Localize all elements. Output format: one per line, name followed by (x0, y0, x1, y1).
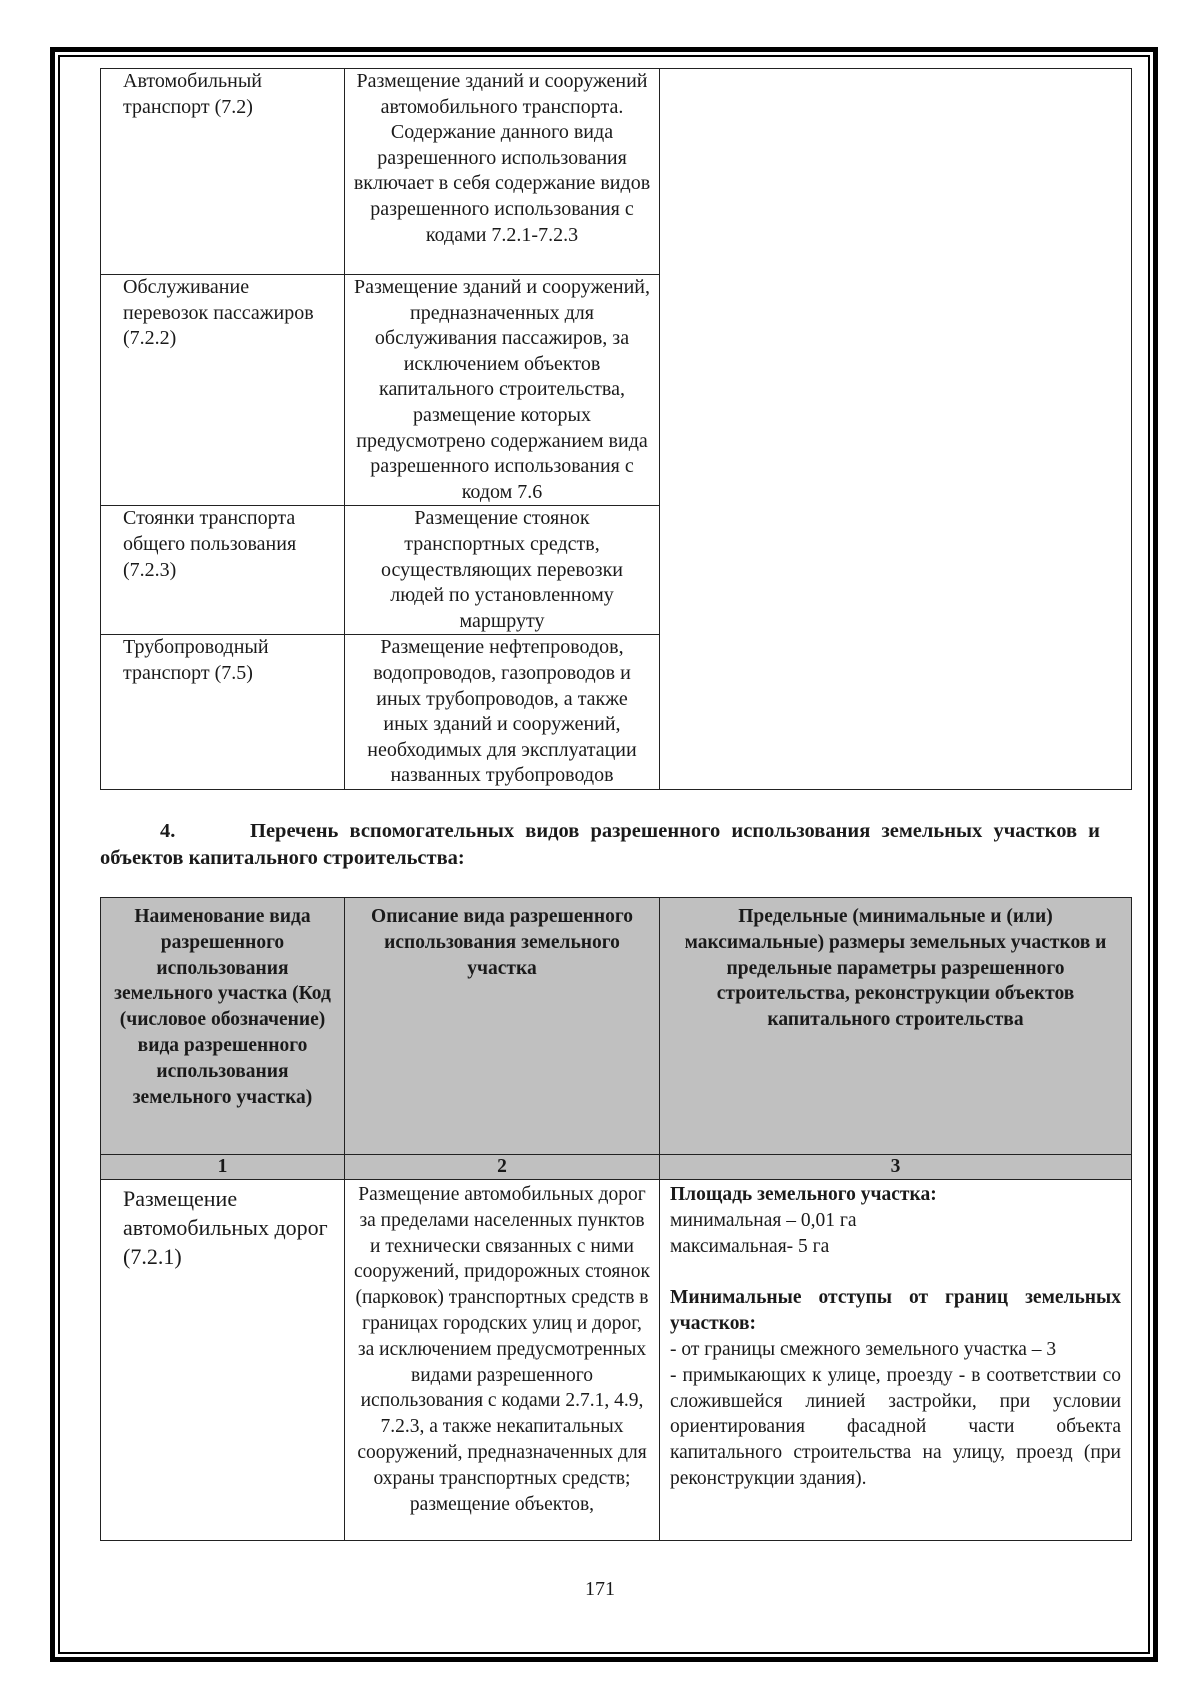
header-use-description: Описание вида разрешенного использования земельного участка (345, 898, 660, 1155)
setback-title: Минимальные отступы от границ земельных участков: (670, 1287, 1121, 1335)
column-number: 2 (345, 1155, 660, 1180)
parameters-cell-empty (660, 69, 1132, 790)
main-uses-table (100, 68, 1132, 790)
table-row (101, 1180, 1132, 1541)
header-use-name: Наименование вида разрешенного использования земельного участка (Код (числовое обозначение) вида разрешенного использования земельного участка) (101, 898, 345, 1155)
spacer (670, 1259, 1121, 1285)
parameters-cell (660, 1180, 1132, 1541)
use-name: Трубопроводный транспорт (7.5) (101, 635, 345, 790)
use-description: Размещение зданий и сооружений автомобильного транспорта. Содержание данного вида разрешенного использования включает в себя содержание видов разрешенного использования с кодами 7.2.1-7.2.3 (345, 69, 660, 275)
column-number: 3 (660, 1155, 1132, 1180)
setback-item: - от границы смежного земельного участка – 3 (670, 1338, 1057, 1360)
use-description: Размещение зданий и сооружений, предназначенных для обслуживания пассажиров, за исключением объектов капитального строительства, размещение которых предусмотрено содержанием вида разрешенного использования с кодом 7.6 (345, 275, 660, 506)
column-numbers-row (101, 1155, 1132, 1180)
use-description: Размещение автомобильных дорог за пределами населенных пунктов и технически связанных с ними сооружений, придорожных стоянок (парковок) транспортных средств в границах городских улиц и дорог, за исключением предусмотренных видами разрешенного использования с кодами 2.7.1, 4.9, 7.2.3, а также некапитальных сооружений, предназначенных для охраны транспортных средств; размещение объектов, (345, 1180, 660, 1541)
header-parameters: Предельные (минимальные и (или) максимальные) размеры земельных участков и предельные параметры разрешенного строительства, реконструкции объектов капитального строительства (660, 898, 1132, 1155)
section-title: Перечень вспомогательных видов разрешенного использования земельных участков и объектов капитального строительства: (100, 820, 1100, 869)
section-heading (100, 818, 1100, 872)
use-name: Обслуживание перевозок пассажиров (7.2.2) (101, 275, 345, 506)
page-number: 171 (585, 1578, 615, 1600)
setback-item: - примыкающих к улице, проезду - в соответствии со сложившейся линией застройки, при условии ориентирования фасадной части объекта капитального строительства на улицу, проезд (при реконструкции здания). (670, 1364, 1121, 1489)
use-name: Автомобильный транспорт (7.2) (101, 69, 345, 275)
use-description: Размещение стоянок транспортных средств, осуществляющих перевозки людей по установленному маршруту (345, 506, 660, 635)
use-name: Размещение автомобильных дорог (7.2.1) (101, 1180, 345, 1541)
table-header-row (101, 898, 1132, 1155)
area-max: максимальная- 5 га (670, 1235, 830, 1257)
section-number: 4. (160, 820, 176, 842)
area-min: минимальная – 0,01 га (670, 1209, 857, 1231)
auxiliary-uses-table (100, 897, 1132, 1541)
table-row (101, 69, 1132, 275)
use-name: Стоянки транспорта общего пользования (7.2.3) (101, 506, 345, 635)
column-number: 1 (101, 1155, 345, 1180)
use-description: Размещение нефтепроводов, водопроводов, газопроводов и иных трубопроводов, а также иных зданий и сооружений, необходимых для эксплуатации названных трубопроводов (345, 635, 660, 790)
area-title: Площадь земельного участка: (670, 1184, 937, 1205)
